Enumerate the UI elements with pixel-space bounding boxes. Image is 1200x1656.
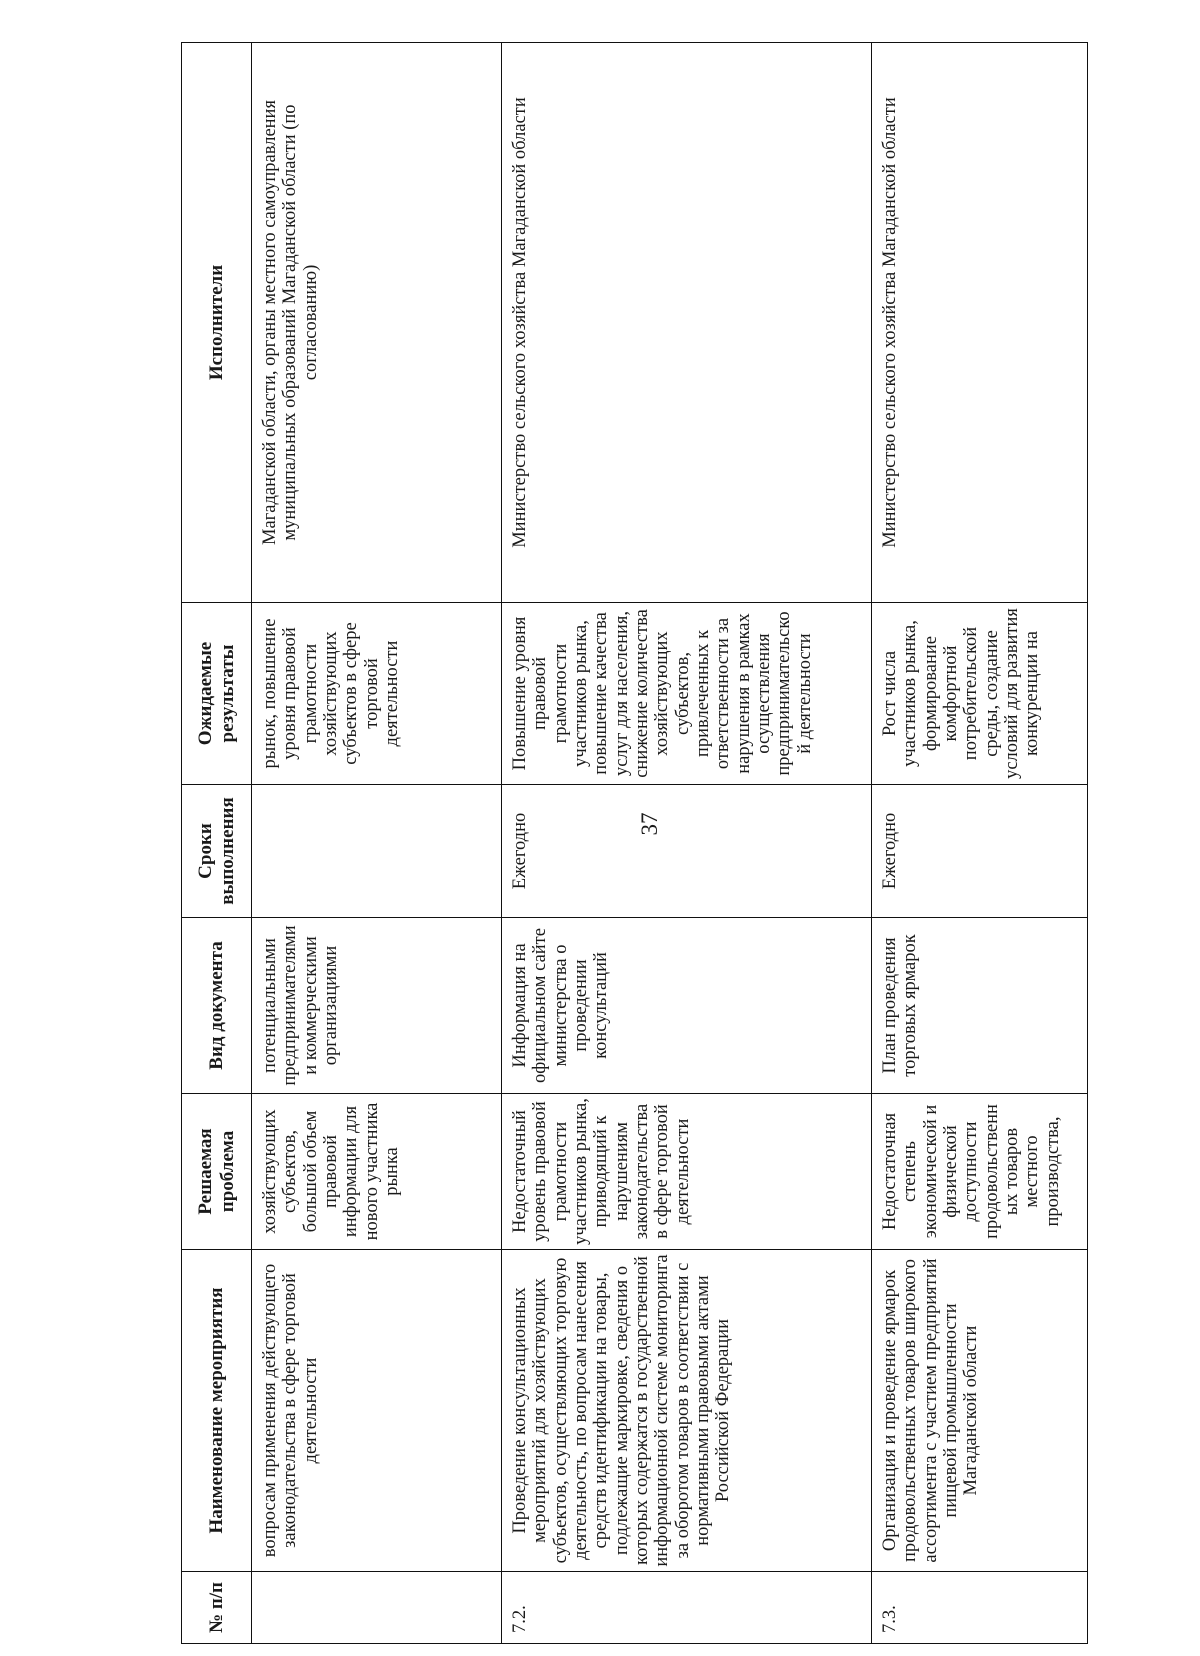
- row-results: рынок, повышение уровня правовой грамотности хозяйствующих субъектов в сфере торговой деятельности: [252, 603, 502, 785]
- row-executors: Магаданской области, органы местного самоуправления муниципальных образований Магаданской области (по согласованию): [252, 43, 502, 603]
- header-num: № п/п: [182, 1572, 252, 1644]
- table-row: [252, 43, 502, 1644]
- measures-table: [181, 42, 1088, 1644]
- header-problem: Решаемая проблема: [182, 1094, 252, 1250]
- row-doc-type: Информация на официальном сайте министерства о проведении консультаций: [502, 918, 872, 1094]
- header-doc-type: Вид документа: [182, 918, 252, 1094]
- table-row: [502, 43, 872, 1644]
- row-problem: Недостаточная степень экономической и физической доступности продовольственных товаров местного производства,: [872, 1094, 1088, 1250]
- row-deadline: Ежегодно: [502, 785, 872, 918]
- row-doc-type: План проведения торговых ярмарок: [872, 918, 1088, 1094]
- row-problem: хозяйствующих субъектов, большой объем правовой информации для нового участника рынка: [252, 1094, 502, 1250]
- row-num: 7.3.: [872, 1572, 1088, 1644]
- row-event: Организация и проведение ярмарок продовольственных товаров широкого ассортимента с участием предприятий пищевой промышленности Магаданской области: [872, 1250, 1088, 1572]
- header-event: Наименование мероприятия: [182, 1250, 252, 1572]
- row-doc-type: потенциальными предпринимателями и коммерческими организациями: [252, 918, 502, 1094]
- row-num: 7.2.: [502, 1572, 872, 1644]
- row-problem: Недостаточный уровень правовой грамотности участников рынка, приводящий к нарушениям законодательства в сфере торговой деятельности: [502, 1094, 872, 1250]
- header-deadline: Сроки выполнения: [182, 785, 252, 918]
- row-deadline: Ежегодно: [872, 785, 1088, 918]
- row-event: Проведение консультационных мероприятий для хозяйствующих субъектов, осуществляющих торговую деятельность, по вопросам нанесения средств идентификации на товары, подлежащие маркировке, сведения о которых содержатся в государственной информационной системе мониторинга за оборотом товаров в соответствии с нормативными правовыми актами Российской Федерации: [502, 1250, 872, 1572]
- row-executors: Министерство сельского хозяйства Магаданской области: [872, 43, 1088, 603]
- row-results: Рост числа участников рынка, формирование комфортной потребительской среды, создание условий для развития конкуренции на: [872, 603, 1088, 785]
- row-event: вопросам применения действующего законодательства в сфере торговой деятельности: [252, 1250, 502, 1572]
- row-deadline: [252, 785, 502, 918]
- row-executors: Министерство сельского хозяйства Магаданской области: [502, 43, 872, 603]
- table-row: [872, 43, 1088, 1644]
- table-header-row: [182, 43, 252, 1644]
- header-results: Ожидаемые результаты: [182, 603, 252, 785]
- page-number: 37: [637, 812, 662, 836]
- row-num: [252, 1572, 502, 1644]
- header-executors: Исполнители: [182, 43, 252, 603]
- row-results: Повышение уровня правовой грамотности участников рынка, повышение качества услуг для населения, снижение количества хозяйствующих субъектов, привлеченных к ответственности за нарушения в рамках осуществления предпринимательской деятельности: [502, 603, 872, 785]
